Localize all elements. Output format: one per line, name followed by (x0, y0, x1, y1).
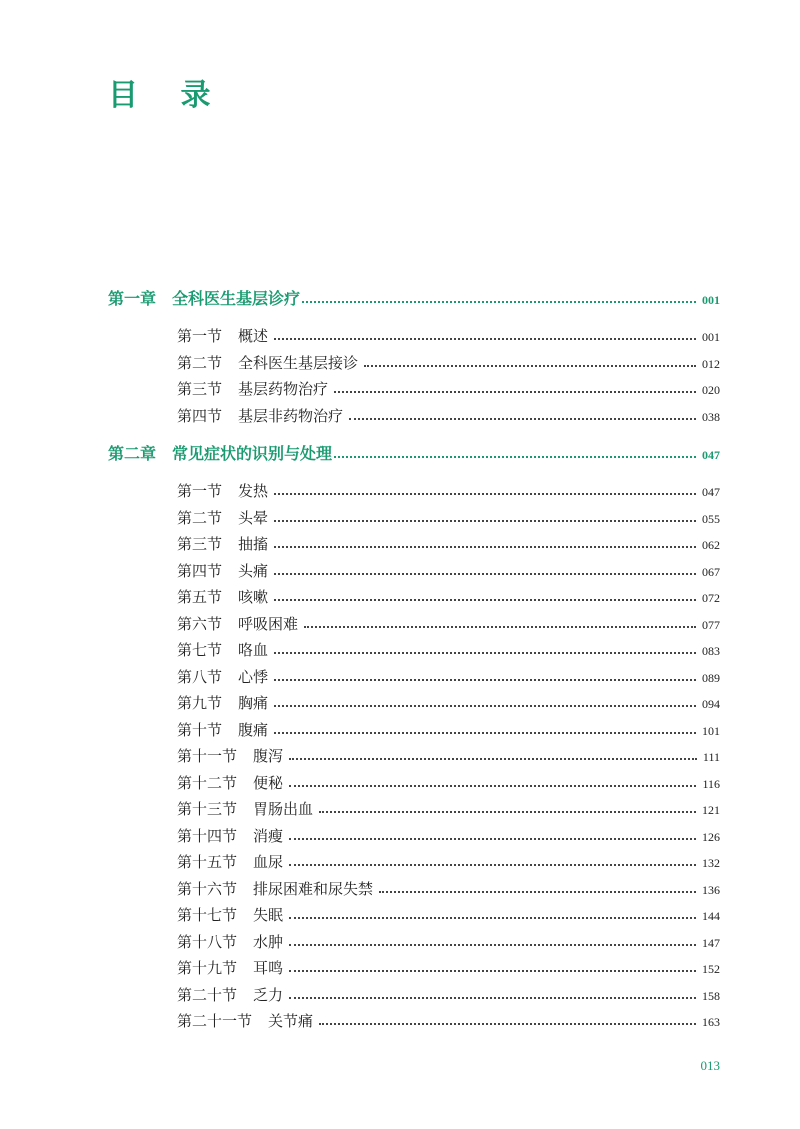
toc-section[interactable] (108, 558, 720, 585)
section-page: 147 (702, 935, 720, 950)
toc-section[interactable] (108, 350, 720, 377)
section-number: 第十一节 (177, 747, 238, 765)
section-page: 132 (702, 856, 720, 870)
dot-leader (274, 573, 696, 575)
section-number: 第四节 (177, 561, 223, 580)
dot-leader (319, 811, 696, 813)
section-title: 排尿困难和尿失禁 (253, 879, 374, 898)
section-number: 第一节 (177, 482, 223, 500)
section-number: 第五节 (177, 588, 223, 606)
dot-leader (304, 626, 696, 628)
toc-section[interactable] (108, 796, 720, 823)
section-page: 136 (702, 882, 720, 897)
toc-chapter-2[interactable] (108, 439, 720, 469)
section-number: 第二十一节 (177, 1012, 253, 1030)
toc-section[interactable] (108, 982, 720, 1009)
section-title: 概述 (238, 327, 269, 345)
section-title: 咳嗽 (238, 588, 269, 606)
section-title: 心悸 (238, 667, 269, 686)
section-title: 失眠 (253, 906, 284, 924)
section-number: 第十七节 (177, 906, 238, 924)
section-page: 001 (702, 330, 720, 344)
section-title: 耳鸣 (253, 959, 284, 977)
section-title: 基层非药物治疗 (238, 406, 344, 425)
dot-leader (289, 785, 696, 787)
dot-leader (289, 758, 697, 760)
dot-leader (334, 391, 696, 393)
section-page: 158 (702, 988, 720, 1003)
section-number: 第七节 (177, 641, 223, 659)
section-number: 第四节 (177, 406, 223, 425)
toc-section[interactable] (108, 1008, 720, 1035)
section-number: 第一节 (177, 327, 223, 345)
section-number: 第十三节 (177, 800, 238, 818)
toc-section[interactable] (108, 690, 720, 717)
section-title: 血尿 (253, 853, 284, 871)
section-title: 抽搐 (238, 535, 269, 553)
section-number: 第六节 (177, 614, 223, 633)
toc-section[interactable] (108, 770, 720, 797)
section-number: 第十八节 (177, 932, 238, 951)
page-number: 013 (700, 1058, 720, 1073)
section-number: 第十二节 (177, 773, 238, 792)
section-title: 便秘 (253, 773, 284, 792)
toc-section[interactable] (108, 403, 720, 430)
chapter-number: 第二章 (108, 444, 157, 463)
toc-section[interactable] (108, 637, 720, 664)
dot-leader (289, 864, 696, 866)
toc-section[interactable] (108, 584, 720, 611)
chapter-number: 第一章 (108, 289, 157, 308)
section-number: 第十五节 (177, 853, 238, 871)
dot-leader (274, 493, 696, 495)
dot-leader (289, 944, 696, 946)
section-title: 头晕 (238, 508, 269, 527)
section-number: 第十九节 (177, 959, 238, 977)
section-page: 083 (702, 644, 720, 658)
dot-leader (274, 599, 696, 601)
section-number: 第二十节 (177, 985, 238, 1004)
section-page: 121 (702, 803, 720, 817)
section-page: 116 (702, 776, 720, 791)
toc-section[interactable] (108, 323, 720, 350)
section-page: 101 (702, 723, 720, 738)
dot-leader (289, 838, 696, 840)
section-title: 水肿 (253, 932, 284, 951)
section-title: 咯血 (238, 641, 269, 659)
section-number: 第三节 (177, 380, 223, 398)
section-title: 头痛 (238, 561, 269, 580)
dot-leader (334, 456, 696, 458)
section-title: 胸痛 (238, 694, 269, 712)
toc-section[interactable] (108, 376, 720, 403)
section-number: 第二节 (177, 508, 223, 527)
section-title: 呼吸困难 (238, 614, 299, 633)
dot-leader (274, 520, 696, 522)
dot-leader (364, 365, 696, 367)
section-number: 第八节 (177, 667, 223, 686)
chapter-title: 全科医生基层诊疗 (172, 289, 301, 308)
toc-section[interactable] (108, 505, 720, 532)
section-page: 055 (702, 511, 720, 526)
section-title: 腹痛 (238, 720, 269, 739)
section-title: 胃肠出血 (253, 800, 314, 818)
dot-leader (289, 917, 696, 919)
section-page: 038 (702, 409, 720, 424)
chapter-page: 047 (702, 448, 720, 462)
dot-leader (274, 546, 696, 548)
section-title: 发热 (238, 482, 269, 500)
section-page: 089 (702, 670, 720, 685)
section-title: 全科医生基层接诊 (238, 353, 359, 372)
toc-section[interactable] (108, 664, 720, 691)
section-title: 腹泻 (253, 747, 284, 765)
dot-leader (319, 1023, 696, 1025)
chapter-title: 常见症状的识别与处理 (172, 444, 333, 463)
section-number: 第十四节 (177, 826, 238, 845)
toc-section[interactable] (108, 955, 720, 982)
section-page: 126 (702, 829, 720, 844)
toc-section[interactable] (108, 743, 720, 770)
page-title: 目 录 (108, 78, 227, 113)
section-title: 乏力 (253, 985, 284, 1004)
section-page: 067 (702, 564, 720, 579)
toc-section[interactable] (108, 478, 720, 505)
toc-section[interactable] (108, 902, 720, 929)
toc-section[interactable] (108, 823, 720, 850)
dot-leader (349, 418, 696, 420)
section-title: 消瘦 (253, 826, 284, 845)
section-page: 020 (702, 383, 720, 397)
toc-section[interactable] (108, 611, 720, 638)
dot-leader (274, 705, 696, 707)
section-page: 094 (702, 697, 720, 711)
dot-leader (302, 301, 696, 303)
section-page: 047 (702, 485, 720, 499)
dot-leader (274, 679, 696, 681)
toc-section[interactable] (108, 929, 720, 956)
section-page: 012 (702, 356, 720, 371)
dot-leader (379, 891, 696, 893)
toc-section[interactable] (108, 849, 720, 876)
table-of-contents (108, 284, 720, 1035)
toc-section[interactable] (108, 876, 720, 903)
section-page: 152 (702, 962, 720, 976)
section-title: 关节痛 (268, 1012, 314, 1030)
section-page: 163 (702, 1015, 720, 1029)
section-title: 基层药物治疗 (238, 380, 329, 398)
section-number: 第九节 (177, 694, 223, 712)
dot-leader (289, 970, 696, 972)
section-number: 第三节 (177, 535, 223, 553)
section-number: 第二节 (177, 353, 223, 372)
section-page: 072 (702, 591, 720, 605)
section-number: 第十六节 (177, 879, 238, 898)
section-page: 062 (702, 538, 720, 552)
section-page: 111 (702, 750, 720, 764)
toc-section[interactable] (108, 531, 720, 558)
section-page: 144 (702, 909, 720, 923)
dot-leader (289, 997, 696, 999)
toc-chapter-1[interactable] (108, 284, 720, 314)
dot-leader (274, 338, 696, 340)
dot-leader (274, 732, 696, 734)
section-number: 第十节 (177, 720, 223, 739)
toc-section[interactable] (108, 717, 720, 744)
chapter-page: 001 (702, 293, 720, 307)
section-page: 077 (702, 617, 720, 632)
dot-leader (274, 652, 696, 654)
